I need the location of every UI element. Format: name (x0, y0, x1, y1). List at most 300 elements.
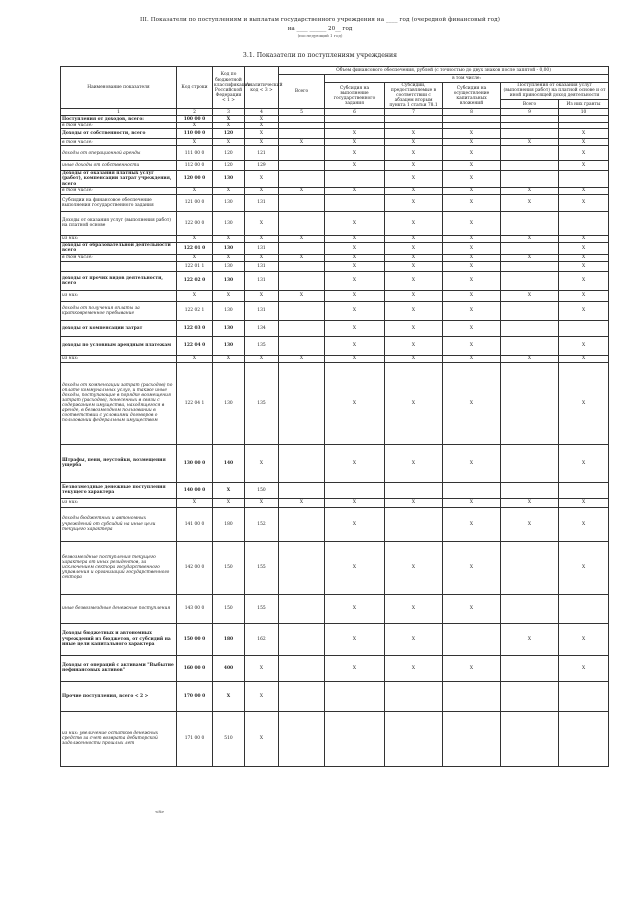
table-row (61, 129, 609, 139)
table-cell: X (385, 161, 443, 171)
table-row (61, 301, 609, 320)
table-row (61, 254, 609, 261)
table-cell: X (245, 116, 279, 123)
table-cell (279, 146, 325, 161)
table-cell (501, 444, 559, 482)
table-cell: X (325, 242, 385, 254)
table-cell (279, 482, 325, 498)
table-cell: 120 (213, 129, 245, 139)
col-analytic: Аналитический код < 3 > (245, 67, 279, 109)
table-cell (443, 623, 501, 655)
table-cell: X (385, 290, 443, 301)
col-paid-grants: Из них гранты (559, 99, 609, 108)
table-cell: X (325, 187, 385, 194)
row-name: доходы от компенсации затрат (61, 320, 177, 336)
table-cell: 120 (213, 161, 245, 171)
table-cell: X (325, 655, 385, 681)
col-subsidy-capital: Субсидии на осуществление капитальных вложений (443, 83, 501, 109)
table-cell: 129 (245, 161, 279, 171)
table-cell (501, 301, 559, 320)
table-cell (279, 194, 325, 211)
table-cell: X (443, 194, 501, 211)
table-cell: X (245, 444, 279, 482)
table-cell: 130 (213, 301, 245, 320)
table-cell: X (177, 187, 213, 194)
table-cell: X (325, 261, 385, 271)
table-cell (501, 336, 559, 355)
table-cell: X (325, 594, 385, 623)
table-cell: X (385, 211, 443, 235)
table-cell: X (177, 355, 213, 362)
table-cell: 130 (213, 211, 245, 235)
table-cell: 130 (213, 271, 245, 290)
table-cell: X (443, 541, 501, 594)
col-code: Код строки (177, 67, 213, 109)
table-row (61, 194, 609, 211)
table-row (61, 711, 609, 766)
header-title: III. Показатели по поступлениям и выплатам государственного учреждения на ____ год (очередной финансовый год) (140, 17, 500, 23)
table-cell: X (325, 507, 385, 541)
table-cell: X (245, 254, 279, 261)
table-cell: X (385, 139, 443, 146)
table-cell: X (385, 594, 443, 623)
table-cell: 112 00 0 (177, 161, 213, 171)
row-name: из них: (61, 235, 177, 242)
table-cell: 400 (213, 655, 245, 681)
col-number: 3 (213, 109, 245, 116)
table-row (61, 235, 609, 242)
table-cell: X (385, 301, 443, 320)
table-cell: 110 00 0 (177, 129, 213, 139)
table-cell: X (385, 242, 443, 254)
table-cell: X (385, 271, 443, 290)
table-cell: X (443, 161, 501, 171)
table-cell: X (245, 290, 279, 301)
table-cell: 135 (245, 336, 279, 355)
table-cell: X (443, 320, 501, 336)
table-cell: X (213, 187, 245, 194)
table-cell: 155 (245, 541, 279, 594)
row-name: Субсидии на финансовое обеспечение выполнения государственного задания (61, 194, 177, 211)
table-cell (385, 116, 443, 123)
table-cell (559, 320, 609, 336)
table-cell: 130 (213, 194, 245, 211)
footnote-mark: <8> (155, 809, 165, 814)
table-cell: X (325, 362, 385, 444)
table-cell: X (443, 242, 501, 254)
table-cell (559, 681, 609, 711)
table-cell: X (213, 482, 245, 498)
table-cell: 155 (245, 594, 279, 623)
table-row (61, 362, 609, 444)
table-cell (501, 711, 559, 766)
row-name: из них: (61, 290, 177, 301)
table-cell: 150 (213, 594, 245, 623)
table-cell (385, 681, 443, 711)
table-row (61, 271, 609, 290)
table-cell (279, 444, 325, 482)
table-cell: X (325, 139, 385, 146)
header-year-note: (последующий 1 год) (297, 33, 343, 38)
table-cell: X (501, 507, 559, 541)
table-cell: X (559, 336, 609, 355)
table-cell (443, 482, 501, 498)
table-cell: X (385, 362, 443, 444)
table-cell: 142 00 0 (177, 541, 213, 594)
table-cell: X (443, 139, 501, 146)
table-cell: X (501, 355, 559, 362)
table-cell: X (213, 355, 245, 362)
table-cell (443, 681, 501, 711)
table-cell (501, 681, 559, 711)
table-cell: X (245, 711, 279, 766)
row-name: в том числе: (61, 187, 177, 194)
indicators-table (60, 66, 609, 767)
table-cell: X (325, 623, 385, 655)
table-cell (501, 129, 559, 139)
table-cell: X (279, 187, 325, 194)
table-cell: X (559, 301, 609, 320)
table-cell: 130 (213, 261, 245, 271)
table-cell: X (559, 498, 609, 507)
table-cell: 130 00 0 (177, 444, 213, 482)
table-cell (501, 146, 559, 161)
col-including: в том числе: (325, 75, 609, 83)
table-cell (501, 362, 559, 444)
table-cell: X (279, 254, 325, 261)
table-cell: X (443, 355, 501, 362)
table-cell: 135 (245, 362, 279, 444)
table-cell: 122 01 1 (177, 261, 213, 271)
row-name: Доходы от оказания услуг (выполнения работ) на платной основе (61, 211, 177, 235)
table-cell: X (245, 171, 279, 187)
table-cell (279, 681, 325, 711)
row-name: Доходы от оказания платных услуг (работ), компенсации затрат учреждения, всего (61, 171, 177, 187)
table-row (61, 482, 609, 498)
table-cell: 152 (245, 507, 279, 541)
section-title: 3.1. Показатели по поступлениям учреждения (242, 52, 398, 59)
col-financial: Объем финансового обеспечения, рублей (с точностью до двух знаков после запятой - 0,00) (279, 67, 609, 75)
table-cell: X (443, 655, 501, 681)
col-number: 9 (501, 109, 559, 116)
table-cell (385, 482, 443, 498)
table-cell: 140 00 0 (177, 482, 213, 498)
table-cell: X (443, 336, 501, 355)
table-cell: X (385, 194, 443, 211)
row-name: в том числе: (61, 139, 177, 146)
table-cell: X (385, 171, 443, 187)
table-cell: X (501, 194, 559, 211)
table-cell: X (501, 623, 559, 655)
row-name: из них: (61, 355, 177, 362)
table-cell: 140 (213, 444, 245, 482)
table-cell: 122 03 0 (177, 320, 213, 336)
col-name: Наименование показателя (61, 67, 177, 109)
table-cell: X (559, 235, 609, 242)
table-row (61, 498, 609, 507)
table-cell (325, 116, 385, 123)
table-row (61, 161, 609, 171)
table-cell: X (559, 541, 609, 594)
row-name: доходы от прочих видов деятельности, всего (61, 271, 177, 290)
table-cell: 510 (213, 711, 245, 766)
table-cell: 131 (245, 194, 279, 211)
table-cell: X (385, 336, 443, 355)
table-cell: X (385, 187, 443, 194)
table-row (61, 211, 609, 235)
table-cell: X (325, 146, 385, 161)
table-cell: X (385, 235, 443, 242)
table-cell: X (443, 211, 501, 235)
row-name: Поступления от доходов, всего: (61, 116, 177, 123)
table-cell (279, 711, 325, 766)
table-cell: X (177, 123, 213, 129)
row-name (61, 261, 177, 271)
table-cell: X (245, 655, 279, 681)
table-cell: X (245, 681, 279, 711)
table-cell: X (213, 681, 245, 711)
row-name: доходы бюджетных и автономных учреждений от субсидий на иные цели текущего характера (61, 507, 177, 541)
col-subsidy-task: Субсидия на выполнение государственного задания (325, 83, 385, 109)
col-subsidy-78: Субсидии, предоставляемые в соответствии с абзацем вторым пункта 1 статьи 78.1 (385, 83, 443, 109)
table-cell: X (213, 116, 245, 123)
row-name: из них: (61, 498, 177, 507)
table-row (61, 355, 609, 362)
table-cell (501, 116, 559, 123)
table-cell: 130 (213, 320, 245, 336)
table-cell: X (559, 623, 609, 655)
table-cell (501, 261, 559, 271)
table-cell: X (385, 320, 443, 336)
table-cell: X (213, 498, 245, 507)
table-cell: X (443, 362, 501, 444)
table-cell: X (443, 129, 501, 139)
table-cell: X (325, 541, 385, 594)
table-cell: 122 02 1 (177, 301, 213, 320)
table-cell: X (245, 123, 279, 129)
table-cell: X (501, 498, 559, 507)
table-cell: 170 00 0 (177, 681, 213, 711)
table-row (61, 290, 609, 301)
table-cell (501, 482, 559, 498)
table-cell: X (385, 623, 443, 655)
table-cell (501, 655, 559, 681)
table-cell: X (325, 444, 385, 482)
table-cell (279, 655, 325, 681)
table-cell: X (325, 498, 385, 507)
table-body (61, 116, 609, 766)
table-cell (559, 211, 609, 235)
table-cell: 130 (213, 171, 245, 187)
column-numbers-row (61, 109, 609, 116)
table-row (61, 507, 609, 541)
table-cell: X (213, 235, 245, 242)
table-cell: X (443, 171, 501, 187)
table-cell: X (443, 271, 501, 290)
table-cell (325, 171, 385, 187)
table-cell: X (559, 655, 609, 681)
table-row (61, 242, 609, 254)
table-cell: X (279, 235, 325, 242)
table-cell: X (325, 320, 385, 336)
col-number: 5 (279, 109, 325, 116)
table-cell (559, 594, 609, 623)
table-cell: X (501, 235, 559, 242)
table-cell: 143 00 0 (177, 594, 213, 623)
table-cell: X (325, 271, 385, 290)
table-cell (501, 320, 559, 336)
header-year: на ____ ______ 20__ год (287, 26, 353, 32)
table-cell: X (325, 211, 385, 235)
table-cell: X (245, 187, 279, 194)
row-name: Доходы от собственности, всего (61, 129, 177, 139)
table-cell: 160 00 0 (177, 655, 213, 681)
table-cell: X (443, 254, 501, 261)
table-cell: X (325, 301, 385, 320)
table-row (61, 116, 609, 123)
table-cell: X (177, 290, 213, 301)
row-name: Безвозмездные денежные поступления текущего характера (61, 482, 177, 498)
table-cell (501, 161, 559, 171)
row-name: безвозмездные поступления текущего характера от иных резидентов, за исключением сектора государственного управления и организаций государственного сектора (61, 541, 177, 594)
table-cell (501, 594, 559, 623)
table-cell (279, 171, 325, 187)
table-cell (279, 320, 325, 336)
table-cell: X (559, 271, 609, 290)
table-cell: X (559, 362, 609, 444)
table-cell (279, 336, 325, 355)
table-cell: X (559, 194, 609, 211)
table-cell: X (443, 507, 501, 541)
row-name: доходы от компенсации затрат (расходов) по оплате коммунальных услуг, и также иные доходы, поступающие в порядке возмещения затрат (расходов), понесенных в связи с содержанием имущества, находящегося в аренде, в безвозмездном пользовании в соответствии с условиями договоров о пользовании федеральным имуществом (61, 362, 177, 444)
table-cell (501, 541, 559, 594)
table-cell: 131 (245, 242, 279, 254)
table-cell: X (443, 261, 501, 271)
row-name: доходы от операционной аренды (61, 146, 177, 161)
row-name: доходы от получения оплаты за кратковременное пребывание (61, 301, 177, 320)
table-cell: X (213, 123, 245, 129)
table-cell: X (559, 187, 609, 194)
table-row (61, 261, 609, 271)
table-cell: X (559, 161, 609, 171)
table-cell: X (443, 594, 501, 623)
table-row (61, 541, 609, 594)
table-cell (501, 271, 559, 290)
table-cell (279, 507, 325, 541)
table-cell: X (385, 498, 443, 507)
col-number: 2 (177, 109, 213, 116)
table-cell (279, 242, 325, 254)
table-cell (279, 129, 325, 139)
row-name: Доходы от операций с активами "Выбытие нефинансовых активов" (61, 655, 177, 681)
table-cell: X (559, 444, 609, 482)
table-cell: 134 (245, 320, 279, 336)
table-cell (279, 116, 325, 123)
table-row (61, 171, 609, 187)
table-cell: X (325, 355, 385, 362)
table-row (61, 594, 609, 623)
table-cell: 111 00 0 (177, 146, 213, 161)
table-cell: 122 01 0 (177, 242, 213, 254)
table-cell (279, 623, 325, 655)
col-number: 10 (559, 109, 609, 116)
table-cell: X (559, 146, 609, 161)
table-cell: X (245, 355, 279, 362)
table-cell: 131 (245, 301, 279, 320)
table-cell: X (213, 139, 245, 146)
table-cell: X (385, 444, 443, 482)
table-cell: 122 04 0 (177, 336, 213, 355)
table-row (61, 681, 609, 711)
table-row (61, 146, 609, 161)
table-cell: 141 00 0 (177, 507, 213, 541)
row-name: иные доходы от собственности (61, 161, 177, 171)
table-cell: X (177, 139, 213, 146)
table-cell (559, 711, 609, 766)
row-name: доходы по условным арендным платежам (61, 336, 177, 355)
table-cell: 171 00 0 (177, 711, 213, 766)
table-cell: X (385, 541, 443, 594)
row-name: в том числе: (61, 123, 177, 129)
table-cell: 131 (245, 271, 279, 290)
table-cell: X (325, 235, 385, 242)
table-cell: 120 (213, 146, 245, 161)
table-cell: X (385, 261, 443, 271)
table-cell: X (443, 290, 501, 301)
col-paid-services: Поступления от оказания услуг (выполнения работ) на платной основе и от иной приносящей доход деятельности (501, 83, 609, 100)
table-cell: X (443, 498, 501, 507)
table-cell: X (279, 498, 325, 507)
col-paid-total: Всего (501, 99, 559, 108)
table-cell: X (385, 254, 443, 261)
table-cell: 130 (213, 362, 245, 444)
table-row (61, 139, 609, 146)
table-cell: X (245, 211, 279, 235)
table-cell (279, 594, 325, 623)
table-cell: X (279, 355, 325, 362)
table-row (61, 336, 609, 355)
table-cell: X (245, 235, 279, 242)
table-cell (501, 211, 559, 235)
table-cell (325, 711, 385, 766)
table-cell: 150 (213, 541, 245, 594)
table-row (61, 655, 609, 681)
table-cell (501, 171, 559, 187)
table-row (61, 623, 609, 655)
table-cell: X (213, 290, 245, 301)
table-cell: X (385, 355, 443, 362)
table-cell: X (213, 254, 245, 261)
table-cell (559, 171, 609, 187)
table-cell: X (245, 129, 279, 139)
table-cell: X (501, 139, 559, 146)
table-cell (501, 242, 559, 254)
table-cell: X (325, 161, 385, 171)
table-cell: X (443, 235, 501, 242)
table-cell: 100 00 0 (177, 116, 213, 123)
table-cell: X (559, 242, 609, 254)
table-cell: X (325, 336, 385, 355)
table-cell: X (559, 129, 609, 139)
table-cell: X (177, 498, 213, 507)
table-cell: X (501, 187, 559, 194)
table-cell: X (177, 254, 213, 261)
table-cell (279, 301, 325, 320)
table-cell (279, 211, 325, 235)
table-cell: 122 04 1 (177, 362, 213, 444)
table-cell: X (325, 129, 385, 139)
table-cell: X (559, 139, 609, 146)
